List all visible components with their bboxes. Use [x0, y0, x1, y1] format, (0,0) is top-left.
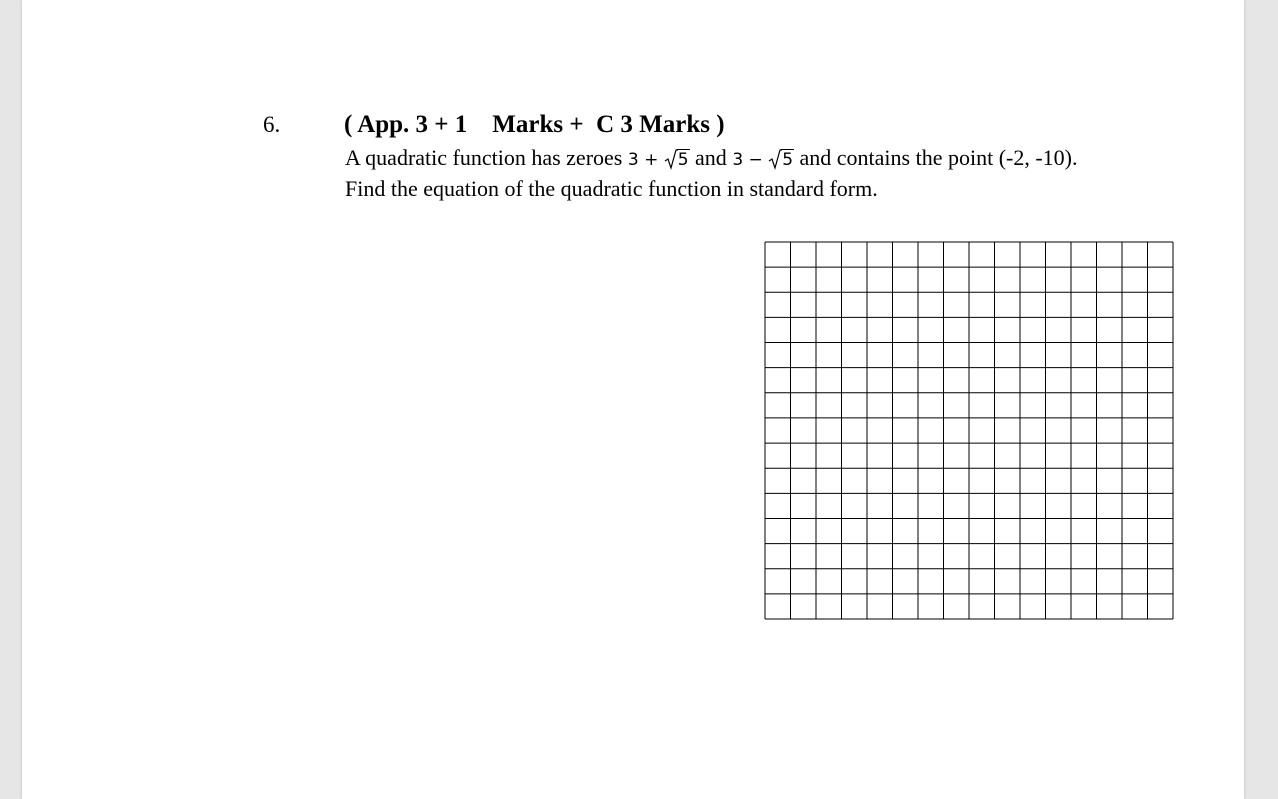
- zero-2-prefix: 3 −: [732, 150, 769, 170]
- question-statement-line-2: Find the equation of the quadratic function in standard form.: [345, 176, 878, 201]
- question-statement-line-1: [345, 145, 1078, 171]
- question-marks-heading: ( App. 3 + 1 Marks + C 3 Marks ): [344, 111, 725, 138]
- radicand-2: 5: [782, 150, 794, 170]
- answer-grid: [764, 241, 1174, 621]
- radicand-1: 5: [677, 150, 689, 170]
- statement-text: A quadratic function has zeroes: [345, 145, 628, 170]
- zero-1-prefix: 3 +: [627, 150, 664, 170]
- statement-point: and contains the point (-2, -10).: [794, 145, 1078, 170]
- sqrt-symbol-1: [664, 149, 690, 170]
- question-number: 6.: [263, 112, 281, 137]
- document-page: [22, 0, 1244, 799]
- statement-and: and: [689, 145, 733, 170]
- sqrt-symbol-2: [768, 149, 794, 170]
